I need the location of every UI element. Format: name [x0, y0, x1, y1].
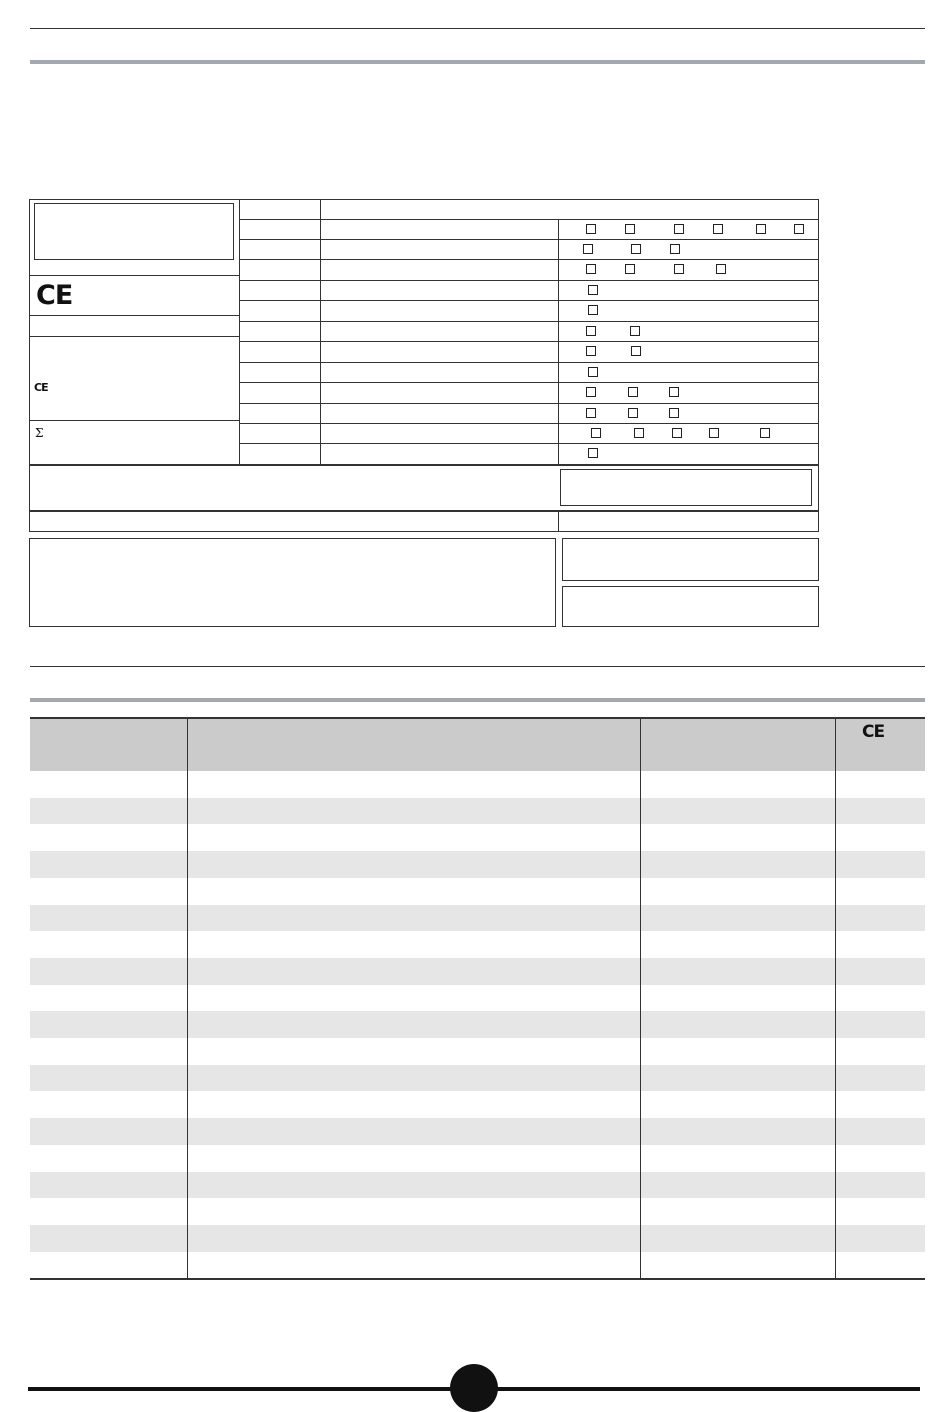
grid-row-line: [240, 259, 818, 260]
grid-row-line: [240, 219, 818, 220]
checkbox[interactable]: [628, 387, 638, 397]
table-row: [30, 1198, 925, 1225]
checkbox[interactable]: [586, 408, 596, 418]
grid-row-line: [240, 239, 818, 240]
checkbox[interactable]: [669, 408, 679, 418]
page-number-badge: [450, 1364, 498, 1412]
left-divider: [30, 315, 239, 316]
table-row: [30, 1145, 925, 1172]
table-row: [30, 1038, 925, 1065]
table-row: [30, 1252, 925, 1279]
form-col-divider: [558, 511, 559, 531]
table-col-separator: [640, 719, 641, 1279]
checkbox[interactable]: [760, 428, 770, 438]
checkbox[interactable]: [586, 326, 596, 336]
section-rule: [30, 666, 925, 667]
table-row: [30, 1118, 925, 1145]
checkbox[interactable]: [630, 326, 640, 336]
checkbox[interactable]: [670, 244, 680, 254]
checkbox[interactable]: [631, 244, 641, 254]
table-row: [30, 1225, 925, 1252]
grid-row-line: [240, 280, 818, 281]
checkbox[interactable]: [628, 408, 638, 418]
table-col-separator: [835, 719, 836, 1279]
top-band: [30, 60, 925, 64]
checkbox[interactable]: [625, 264, 635, 274]
table-row: [30, 905, 925, 932]
left-divider: [30, 420, 239, 421]
table-row: [30, 851, 925, 878]
grid-row-line: [240, 341, 818, 342]
left-divider: [30, 275, 239, 276]
table-row: [30, 771, 925, 798]
table-row: [30, 1172, 925, 1199]
table-row: [30, 985, 925, 1012]
checkbox[interactable]: [674, 264, 684, 274]
checkbox[interactable]: [716, 264, 726, 274]
checkbox[interactable]: [588, 285, 598, 295]
sigma-symbol: Σ: [35, 426, 44, 440]
table-header-row: [30, 719, 925, 771]
checkbox[interactable]: [634, 428, 644, 438]
checkbox[interactable]: [674, 224, 684, 234]
checkbox[interactable]: [588, 448, 598, 458]
table-row: [30, 958, 925, 985]
table-row: [30, 1065, 925, 1092]
grid-row-line: [240, 362, 818, 363]
rating-box: [560, 469, 812, 506]
table-row: [30, 878, 925, 905]
top-rule: [30, 28, 925, 29]
notes-box: [29, 538, 556, 627]
table-col-separator: [187, 719, 188, 1279]
stamp-box-top: [562, 538, 819, 581]
table-row: [30, 824, 925, 851]
checkbox[interactable]: [794, 224, 804, 234]
checkbox[interactable]: [588, 305, 598, 315]
manufacturer-box: [34, 203, 234, 260]
section-band: [30, 698, 925, 702]
checkbox[interactable]: [672, 428, 682, 438]
checkbox[interactable]: [586, 387, 596, 397]
checkbox[interactable]: [586, 346, 596, 356]
grid-row-line: [240, 321, 818, 322]
checkbox[interactable]: [756, 224, 766, 234]
form-divider: [30, 464, 818, 466]
form-divider: [30, 510, 818, 512]
grid-row-line: [240, 423, 818, 424]
table-row: [30, 1011, 925, 1038]
checkbox[interactable]: [713, 224, 723, 234]
checkbox[interactable]: [709, 428, 719, 438]
checkbox[interactable]: [625, 224, 635, 234]
checkbox[interactable]: [583, 244, 593, 254]
stamp-box-bottom: [562, 586, 819, 627]
grid-row-line: [240, 443, 818, 444]
checkbox[interactable]: [586, 264, 596, 274]
table-row: [30, 798, 925, 825]
left-divider: [30, 336, 239, 337]
table-row: [30, 1091, 925, 1118]
checkbox[interactable]: [586, 224, 596, 234]
checkbox[interactable]: [669, 387, 679, 397]
table-row: [30, 931, 925, 958]
checkbox[interactable]: [588, 367, 598, 377]
grid-row-line: [240, 300, 818, 301]
grid-row-line: [240, 403, 818, 404]
table-ce-mark: CE: [862, 722, 885, 742]
checkbox[interactable]: [591, 428, 601, 438]
ce-mark-large: CE: [36, 280, 73, 311]
ce-mark-small: CE: [34, 381, 48, 394]
grid-row-line: [240, 382, 818, 383]
checkbox[interactable]: [631, 346, 641, 356]
table-bottom-border: [30, 1278, 925, 1280]
